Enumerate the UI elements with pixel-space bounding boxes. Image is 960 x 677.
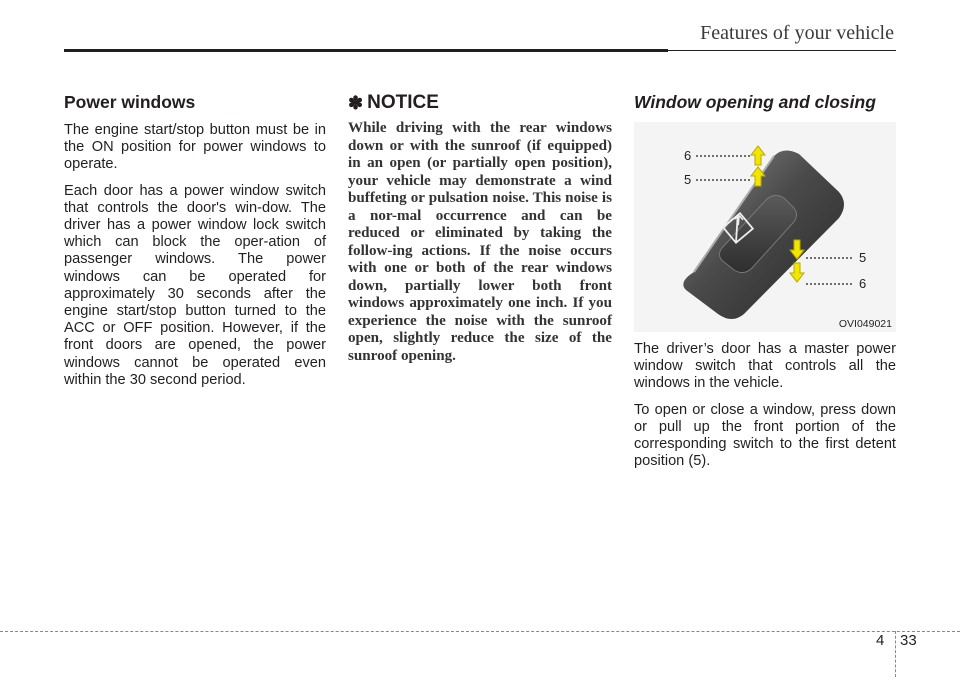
paragraph: To open or close a window, press down or pull up the front portion of the corresponding switch to the first detent position (5). xyxy=(634,401,896,470)
notice-body: While driving with the rear windows down or with the sunroof (if equipped) in an open (or partially open position), your vehicle may demonstrate a wind buffeting or pulsation noise. This noise is a nor-mal occurrence and can be reduced or eliminated by taking the follow-ing actions. If the noise occurs with one or both of the rear windows down, partially lower both front windows approximately one inch. If you experience the noise with the sunroof open, slightly reduce the size of the sunroof opening. xyxy=(348,120,612,364)
notice-title: NOTICE xyxy=(367,92,439,113)
window-switch-figure xyxy=(634,122,896,332)
footer-rule xyxy=(0,631,960,632)
label-6-up: 6 xyxy=(684,148,692,163)
header-rule-thin xyxy=(668,50,896,51)
column-power-windows xyxy=(64,92,326,398)
page-number: 33 xyxy=(900,632,917,649)
notice-star-icon: ✽ xyxy=(348,93,364,113)
paragraph: Each door has a power window switch that controls the door's win-dow. The driver has a power window lock switch which can block the oper-ation of passenger windows. The power windows can be operated for approximately 30 seconds after the engine start/stop button turned to the ACC or OFF position. However, if the front doors are opened, the power windows cannot be operated even within the 30 second period. xyxy=(64,182,326,388)
notice-heading xyxy=(348,92,612,114)
paragraph: The driver’s door has a master power window switch that controls all the windows in the vehicle. xyxy=(634,341,896,392)
label-5-down: 5 xyxy=(859,250,867,265)
figure-code: OVI049021 xyxy=(838,318,892,330)
section-title: Window opening and closing xyxy=(634,92,876,112)
notice-box xyxy=(348,92,612,365)
chapter-number: 4 xyxy=(876,632,885,649)
header-title: Features of your vehicle xyxy=(700,22,894,44)
column-window-opening xyxy=(634,92,896,479)
section-title: Power windows xyxy=(64,92,196,112)
label-5-up: 5 xyxy=(684,172,692,187)
footer-divider xyxy=(895,631,896,677)
window-switch-illustration xyxy=(634,122,896,332)
header-rule xyxy=(64,49,668,52)
label-6-down: 6 xyxy=(859,276,867,291)
paragraph: The engine start/stop button must be in the ON position for power windows to operate. xyxy=(64,122,326,173)
